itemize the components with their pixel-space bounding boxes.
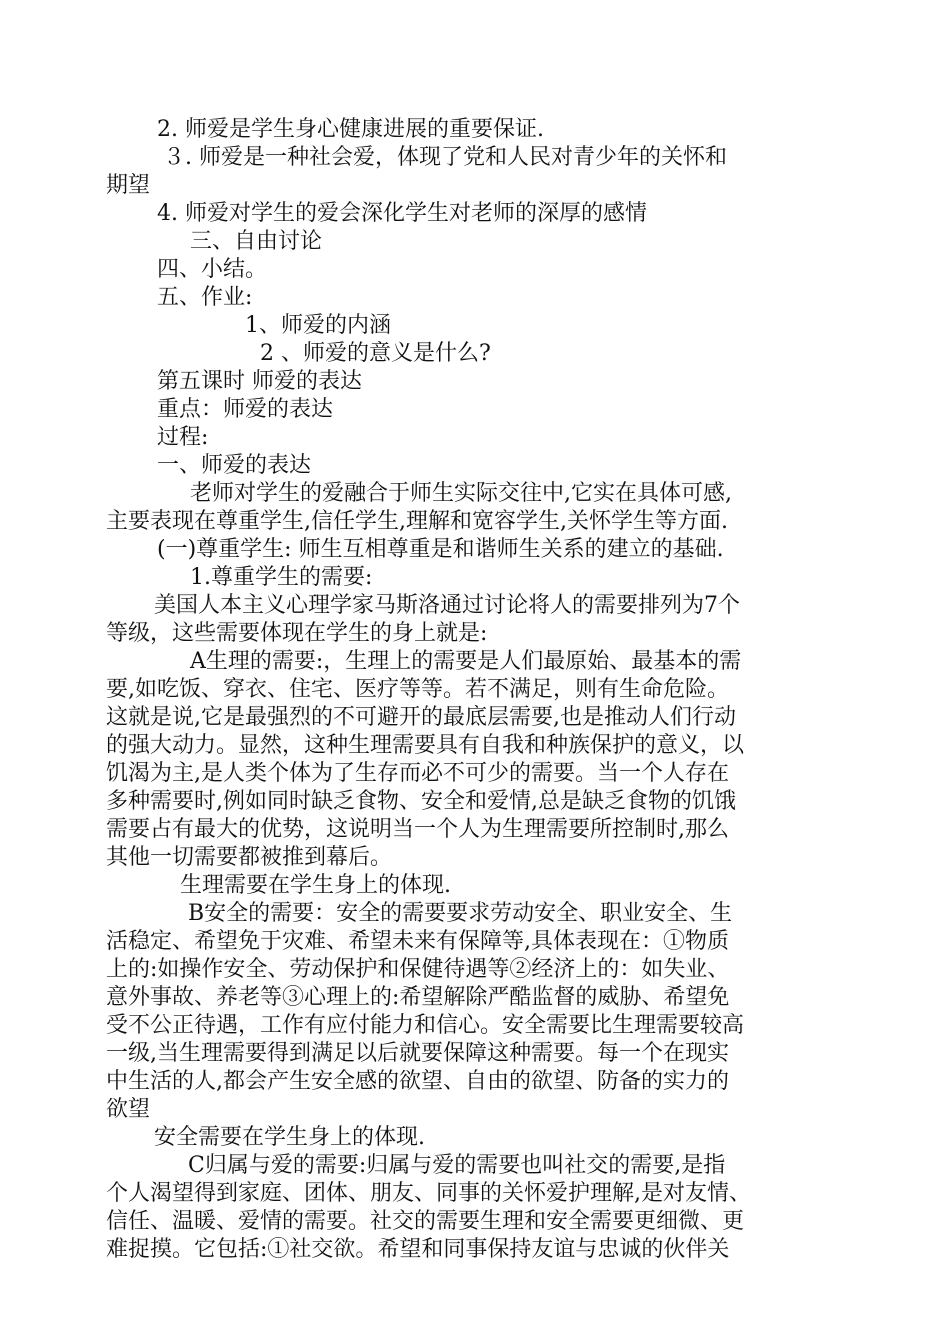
text-line: 上的:如操作安全、劳动保护和保健待遇等②经济上的：如失业、 [106,957,730,982]
text-line: 期望 [106,173,151,198]
text-line: 一级,当生理需要得到满足以后就要保障这种需要。每一个在现实 [106,1041,729,1066]
text-line: 2 、师爱的意义是什么? [260,341,491,366]
text-line: 安全需要在学生身上的体现. [154,1125,425,1150]
text-line: 个人渴望得到家庭、团体、朋友、同事的关怀爱护理解,是对友情、 [106,1181,751,1206]
text-line: 五、作业: [157,285,253,310]
text-line: 饥渴为主,是人类个体为了生存而必不可少的需要。当一个人存在 [106,761,729,786]
text-line: 欲望 [106,1097,151,1122]
text-line: (一)尊重学生: 师生互相尊重是和谐师生关系的建立的基础. [157,537,724,562]
text-line: 1、师爱的内涵 [245,313,391,338]
text-line: 难捉摸。它包括:①社交欲。希望和同事保持友谊与忠诚的伙伴关 [106,1237,730,1262]
text-line: 多种需要时,例如同时缺乏食物、安全和爱情,总是缺乏食物的饥饿 [106,789,736,814]
text-line: 中生活的人,都会产生安全感的欲望、自由的欲望、防备的实力的 [106,1069,729,1094]
text-line: 信任、温暖、爱情的需要。社交的需要生理和安全需要更细微、更 [106,1209,745,1234]
text-line: 这就是说,它是最强烈的不可避开的最底层需要,也是推动人们行动 [106,705,736,730]
text-line: 1.尊重学生的需要: [190,565,373,590]
text-line: 三、自由讨论 [190,229,323,254]
text-line: ３. 师爱是一种社会爱，体现了党和人民对青少年的关怀和 [163,145,727,170]
text-line: 重点：师爱的表达 [157,397,334,422]
text-line: 等级，这些需要体现在学生的身上就是: [106,621,488,646]
text-line: B安全的需要：安全的需要要求劳动安全、职业安全、生 [188,901,733,926]
text-line: 过程: [157,425,209,450]
text-line: 四、小结。 [157,257,268,282]
text-line: 其他一切需要都被推到幕后。 [106,845,393,870]
text-line: 美国人本主义心理学家马斯洛通过讨论将人的需要排列为7个 [154,593,740,618]
text-line: 主要表现在尊重学生,信任学生,理解和宽容学生,关怀学生等方面. [106,509,728,534]
text-line: 2. 师爱是学生身心健康进展的重要保证. [157,117,544,142]
text-line: 的强大动力。显然，这种生理需要具有自我和种族保护的意义，以 [106,733,745,758]
text-line: 意外事故、养老等③心理上的:希望解除严酷监督的威胁、希望免 [106,985,730,1010]
text-line: 生理需要在学生身上的体现. [180,873,451,898]
text-line: 第五课时 师爱的表达 [157,369,362,394]
text-line: 需要占有最大的优势，这说明当一个人为生理需要所控制时,那么 [106,817,729,842]
text-line: 一、师爱的表达 [157,453,312,478]
text-line: 受不公正待遇，工作有应付能力和信心。安全需要比生理需要较高 [106,1013,745,1038]
text-line: 活稳定、希望免于灾难、希望未来有保障等,具体表现在：①物质 [106,929,729,954]
text-line: C归属与爱的需要:归属与爱的需要也叫社交的需要,是指 [188,1153,726,1178]
text-line: 要,如吃饭、穿衣、住宅、医疗等等。若不满足，则有生命危险。 [106,677,729,702]
text-line: A生理的需要:，生理上的需要是人们最原始、最基本的需 [190,649,742,674]
text-line: 老师对学生的爱融合于师生实际交往中,它实在具体可感, [190,481,732,506]
text-line: 4. 师爱对学生的爱会深化学生对老师的深厚的感情 [157,201,647,226]
